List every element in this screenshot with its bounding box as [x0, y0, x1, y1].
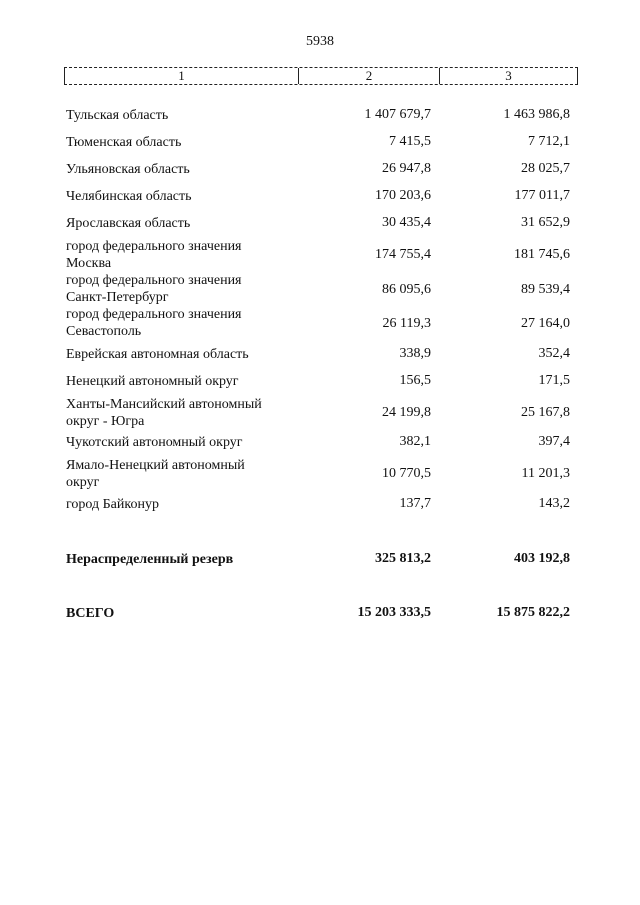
value-col-3: 89 539,4	[521, 282, 570, 297]
value-col-2: 1 407 679,7	[364, 107, 431, 122]
value-col-2: 137,7	[399, 496, 431, 511]
value-col-2: 174 755,4	[375, 247, 431, 262]
region-name: Ульяновская область	[66, 162, 190, 177]
reserve-value-col-2: 325 813,2	[375, 551, 431, 566]
region-name-line-1: город федерального значения	[66, 239, 242, 254]
value-col-2: 156,5	[399, 373, 431, 388]
value-col-3: 397,4	[538, 434, 570, 449]
reserve-label: Нераспределенный резерв	[66, 552, 234, 567]
value-col-3: 25 167,8	[521, 405, 570, 420]
value-col-2: 10 770,5	[382, 466, 431, 481]
region-name-line-1: город федерального значения	[66, 273, 242, 288]
region-name	[66, 272, 296, 306]
value-col-2: 170 203,6	[375, 188, 431, 203]
region-name: Тюменская область	[66, 135, 182, 150]
region-name-line-1: Ханты-Мансийский автономный	[66, 397, 262, 412]
region-name-line-2: Санкт-Петербург	[66, 290, 169, 305]
region-name	[66, 457, 296, 491]
value-col-2: 382,1	[399, 434, 431, 449]
region-name-line-2: округ	[66, 475, 100, 490]
value-col-3: 171,5	[538, 373, 570, 388]
column-header-2: 2	[299, 68, 440, 84]
total-value-col-2: 15 203 333,5	[357, 605, 431, 620]
region-name: Тульская область	[66, 108, 169, 123]
value-col-3: 7 712,1	[528, 134, 570, 149]
region-name-line-1: Ямало-Ненецкий автономный	[66, 458, 245, 473]
value-col-2: 26 947,8	[382, 161, 431, 176]
region-name: Чукотский автономный округ	[66, 435, 243, 450]
region-name: Ненецкий автономный округ	[66, 374, 239, 389]
region-name	[66, 306, 296, 340]
value-col-3: 181 745,6	[514, 247, 570, 262]
region-name: Челябинская область	[66, 189, 192, 204]
column-header-1: 1	[65, 68, 299, 84]
value-col-3: 27 164,0	[521, 316, 570, 331]
column-header-3: 3	[505, 68, 512, 83]
total-value-col-3: 15 875 822,2	[496, 605, 570, 620]
value-col-3: 177 011,7	[514, 188, 570, 203]
region-name-line-2: Москва	[66, 256, 112, 271]
value-col-2: 86 095,6	[382, 282, 431, 297]
value-col-3: 31 652,9	[521, 215, 570, 230]
value-col-3: 11 201,3	[521, 466, 570, 481]
region-name-line-1: город федерального значения	[66, 307, 242, 322]
value-col-3: 1 463 986,8	[503, 107, 570, 122]
value-col-2: 338,9	[399, 346, 431, 361]
value-col-2: 26 119,3	[382, 316, 431, 331]
reserve-value-col-3: 403 192,8	[514, 551, 570, 566]
region-name	[66, 396, 296, 430]
total-label: ВСЕГО	[66, 606, 115, 621]
page-number: 5938	[306, 34, 334, 49]
value-col-2: 30 435,4	[382, 215, 431, 230]
region-name: Ярославская область	[66, 216, 191, 231]
region-name: Еврейская автономная область	[66, 347, 249, 362]
value-col-2: 24 199,8	[382, 405, 431, 420]
region-name: город Байконур	[66, 497, 159, 512]
value-col-2: 7 415,5	[389, 134, 431, 149]
region-name	[66, 238, 296, 272]
value-col-3: 28 025,7	[521, 161, 570, 176]
region-name-line-2: Севастополь	[66, 324, 142, 339]
value-col-3: 143,2	[538, 496, 570, 511]
region-name-line-2: округ - Югра	[66, 414, 145, 429]
value-col-3: 352,4	[538, 346, 570, 361]
